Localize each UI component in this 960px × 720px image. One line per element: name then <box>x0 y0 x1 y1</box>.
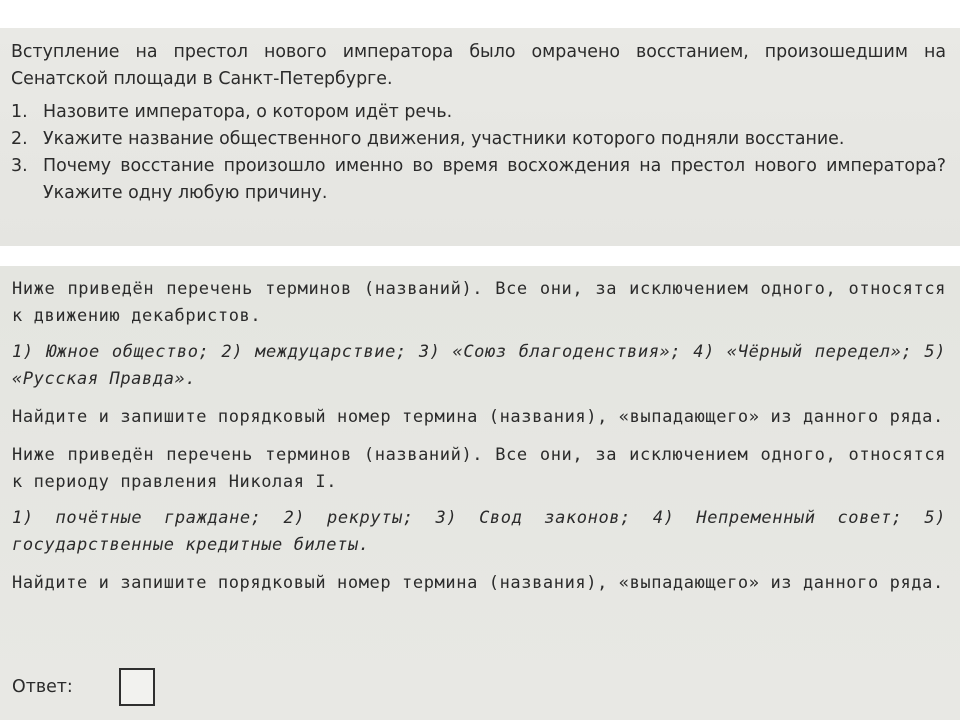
task3-block <box>12 442 946 597</box>
answer-label: Ответ: <box>12 677 73 697</box>
task1-question-list <box>11 99 946 207</box>
answer-box[interactable] <box>119 668 155 706</box>
task1-question-3 <box>11 153 946 207</box>
question-number: 3. <box>11 156 28 176</box>
task3-terms: 1) почётные граждане; 2) рекруты; 3) Свод законов; 4) Непременный совет; 5) государственные кредитные билеты. <box>12 508 946 555</box>
task2-intro: Ниже приведён перечень терминов (названий). Все они, за исключением одного, относятся к движению декабристов. <box>12 279 946 326</box>
task1-question-1 <box>11 99 946 126</box>
top-margin <box>0 0 960 28</box>
answer-row <box>12 668 155 706</box>
task-decembrist-uprising <box>0 28 960 246</box>
task-term-lists <box>0 266 960 720</box>
question-number: 1. <box>11 102 28 122</box>
task3-intro: Ниже приведён перечень терминов (названий). Все они, за исключением одного, относятся к периоду правления Николая I. <box>12 445 946 492</box>
question-text: Назовите императора, о котором идёт речь. <box>43 102 453 122</box>
task2-terms: 1) Южное общество; 2) междуцарствие; 3) «Союз благоденствия»; 4) «Чёрный передел»; 5) «Русская Правда». <box>12 342 946 389</box>
section-divider <box>0 246 960 266</box>
task2-instruction: Найдите и запишите порядковый номер термина (названия), «выпадающего» из данного ряда. <box>12 407 944 427</box>
question-text: Почему восстание произошло именно во время восхождения на престол нового императора? Укажите одну любую причину. <box>43 156 946 203</box>
question-number: 2. <box>11 129 28 149</box>
task2-block <box>12 276 946 431</box>
task3-instruction: Найдите и запишите порядковый номер термина (названия), «выпадающего» из данного ряда. <box>12 573 944 593</box>
question-text: Укажите название общественного движения, участники которого подняли восстание. <box>43 129 845 149</box>
task1-intro: Вступление на престол нового императора было омрачено восстанием, произошедшим на Сенатской площади в Санкт-Петербурге. <box>11 42 946 89</box>
task1-question-2 <box>11 126 946 153</box>
